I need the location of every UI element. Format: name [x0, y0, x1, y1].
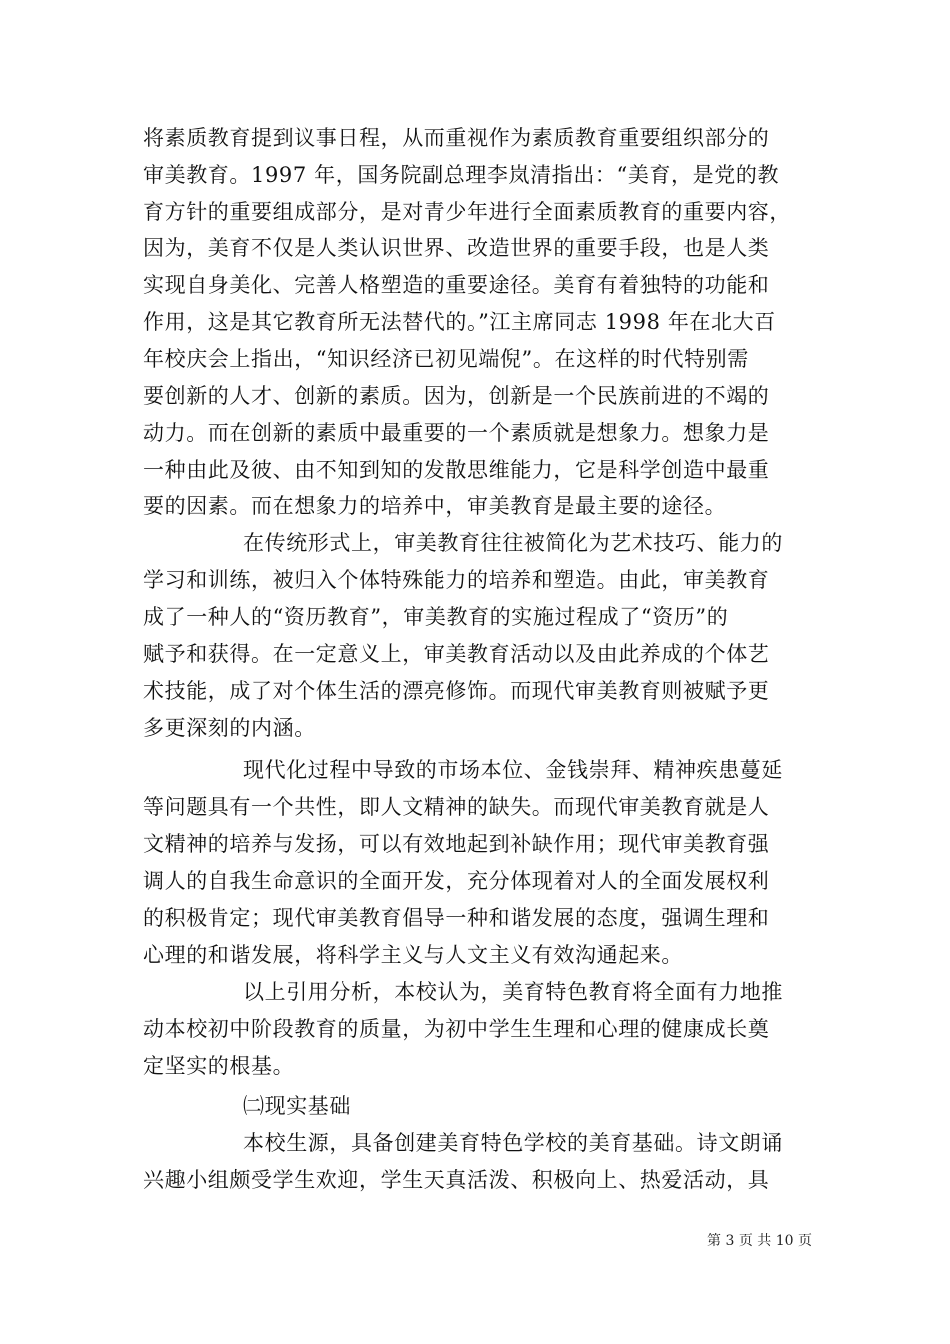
text-line: 赋予和获得。在一定意义上，审美教育活动以及由此养成的个体艺: [143, 642, 770, 666]
text-line: 实现自身美化、完善人格塑造的重要途径。美育有着独特的功能和: [143, 273, 770, 297]
text-line: 等问题具有一个共性，即人文精神的缺失。而现代审美教育就是人: [143, 795, 770, 819]
text-line: 多更深刻的内涵。: [143, 716, 316, 740]
text-line: 要的因素。而在想象力的培养中，审美教育是最主要的途径。: [143, 494, 727, 518]
text-line: 动本校初中阶段教育的质量，为初中学生生理和心理的健康成长奠: [143, 1017, 770, 1041]
text-line: 年校庆会上指出，“知识经济已初见端倪”。在这样的时代特别需: [143, 347, 749, 371]
text-line: 作用，这是其它教育所无法替代的。”江主席同志 1998 年在北大百: [143, 310, 776, 334]
text-line: 的积极肯定；现代审美教育倡导一种和谐发展的态度，强调生理和: [143, 906, 770, 930]
text-line: 一种由此及彼、由不知到知的发散思维能力，它是科学创造中最重: [143, 458, 770, 482]
text-line: 文精神的培养与发扬，可以有效地起到补缺作用；现代审美教育强: [143, 832, 770, 856]
text-line: 审美教育。1997 年，国务院副总理李岚清指出：“美育，是党的教: [143, 163, 780, 187]
text-line: 兴趣小组颇受学生欢迎，学生天真活泼、积极向上、热爱活动，具: [143, 1168, 770, 1192]
text-line: 心理的和谐发展，将科学主义与人文主义有效沟通起来。: [143, 943, 683, 967]
text-line: 定坚实的根基。: [143, 1054, 295, 1078]
text-line: 育方针的重要组成部分，是对青少年进行全面素质教育的重要内容，: [143, 200, 791, 224]
text-line: 调人的自我生命意识的全面开发，充分体现着对人的全面发展权利: [143, 869, 770, 893]
text-line: 因为，美育不仅是人类认识世界、改造世界的重要手段，也是人类: [143, 236, 770, 260]
section-heading: ㈡现实基础: [243, 1094, 351, 1118]
text-line: 将素质教育提到议事日程，从而重视作为素质教育重要组织部分的: [143, 126, 770, 150]
paragraph-first-line: 本校生源，具备创建美育特色学校的美育基础。诗文朗诵: [243, 1131, 783, 1155]
text-line: 要创新的人才、创新的素质。因为，创新是一个民族前进的不竭的: [143, 384, 770, 408]
text-line: 成了一种人的“资历教育”，审美教育的实施过程成了“资历”的: [143, 605, 729, 629]
paragraph-first-line: 在传统形式上，审美教育往往被简化为艺术技巧、能力的: [243, 531, 783, 555]
text-line: 术技能，成了对个体生活的漂亮修饰。而现代审美教育则被赋予更: [143, 679, 770, 703]
paragraph-first-line: 以上引用分析，本校认为，美育特色教育将全面有力地推: [243, 980, 783, 1004]
text-line: 学习和训练，被归入个体特殊能力的培养和塑造。由此，审美教育: [143, 568, 770, 592]
page-number-footer: 第 3 页 共 10 页: [707, 1233, 812, 1249]
text-line: 动力。而在创新的素质中最重要的一个素质就是想象力。想象力是: [143, 421, 770, 445]
paragraph-first-line: 现代化过程中导致的市场本位、金钱崇拜、精神疾患蔓延: [243, 758, 783, 782]
